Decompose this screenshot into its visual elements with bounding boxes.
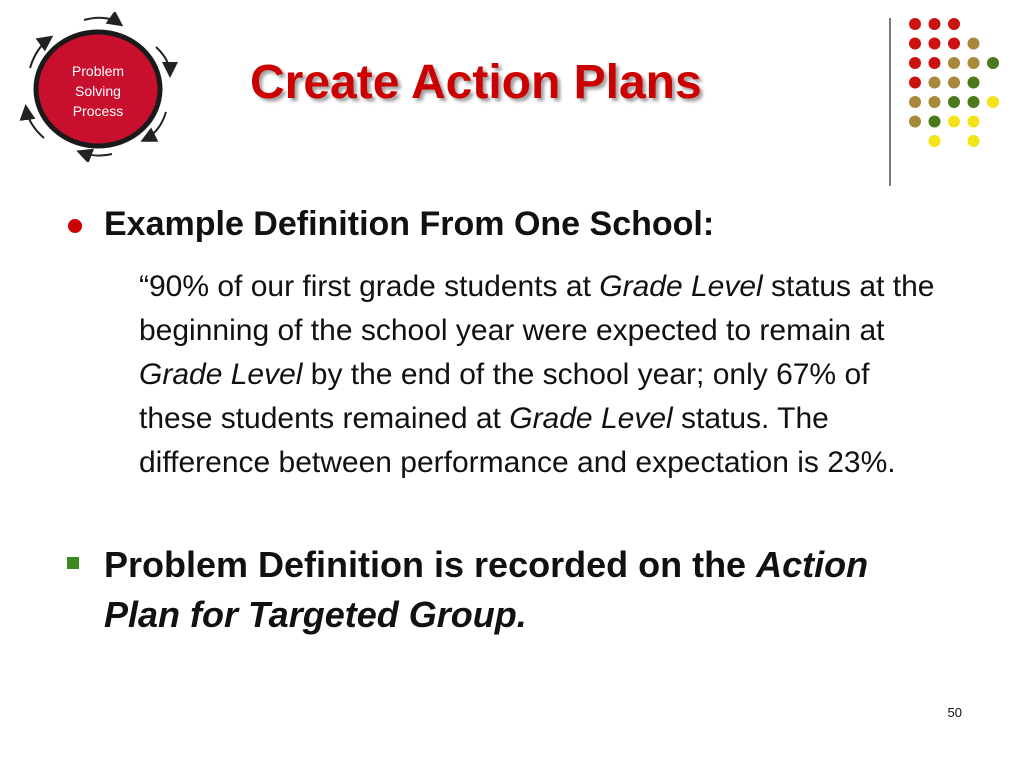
logo-label <box>56 61 140 121</box>
decor-dot <box>909 96 921 108</box>
decor-dot <box>909 77 921 89</box>
decor-dot <box>968 116 980 128</box>
page-number: 50 <box>947 705 962 720</box>
decor-dot <box>968 77 980 89</box>
decor-dot <box>909 116 921 128</box>
bullet-square-icon <box>67 557 79 569</box>
decor-dot <box>948 96 960 108</box>
decor-dot <box>909 38 921 50</box>
logo-line-problem: Problem <box>71 63 125 79</box>
decor-dot <box>929 116 941 128</box>
bullet-dot-icon <box>68 219 82 233</box>
quote-grade-level-2: Grade Level <box>139 358 303 391</box>
decor-dot <box>948 57 960 69</box>
logo-line-process: Process <box>72 103 124 119</box>
quote-text-1: “90% of our first grade students at <box>139 270 600 303</box>
decor-dot <box>968 96 980 108</box>
quote-grade-level-3: Grade Level <box>509 402 673 435</box>
decor-dot <box>987 96 999 108</box>
decor-dot <box>987 57 999 69</box>
decor-dot <box>968 38 980 50</box>
decor-dot <box>948 116 960 128</box>
decor-dot <box>929 96 941 108</box>
problem-solving-process-logo <box>16 12 178 162</box>
decor-dot <box>909 18 921 30</box>
decor-dot <box>909 57 921 69</box>
decor-dot <box>948 77 960 89</box>
logo-line-solving: Solving <box>75 83 121 99</box>
quote-grade-level-1: Grade Level <box>599 270 763 303</box>
decorative-dot-grid <box>905 14 1015 166</box>
problem-definition-text: Problem Definition is recorded on the <box>104 544 757 585</box>
bullet-heading-example: Example Definition From One School: <box>104 205 715 243</box>
decor-dot <box>929 135 941 147</box>
decor-dot <box>948 38 960 50</box>
quote-text-2: status at the beginning of the school year were expected to remain at <box>139 270 935 347</box>
decor-dot <box>929 77 941 89</box>
decor-dot <box>929 18 941 30</box>
quote-text-3: by the end of the school year; only 67% of these students remained at <box>139 358 870 435</box>
example-quote <box>139 265 939 485</box>
decor-dot <box>948 18 960 30</box>
slide-title: Create Action Plans <box>250 56 702 109</box>
decor-dot <box>968 135 980 147</box>
decor-dot <box>929 57 941 69</box>
decor-dot <box>929 38 941 50</box>
decor-dot <box>968 57 980 69</box>
quote-text-4: status. The difference between performance and expectation is 23%. <box>139 402 896 479</box>
title-divider <box>889 18 891 186</box>
action-plan-name: Action Plan for Targeted Group. <box>104 544 869 635</box>
bullet-problem-definition <box>104 540 924 640</box>
